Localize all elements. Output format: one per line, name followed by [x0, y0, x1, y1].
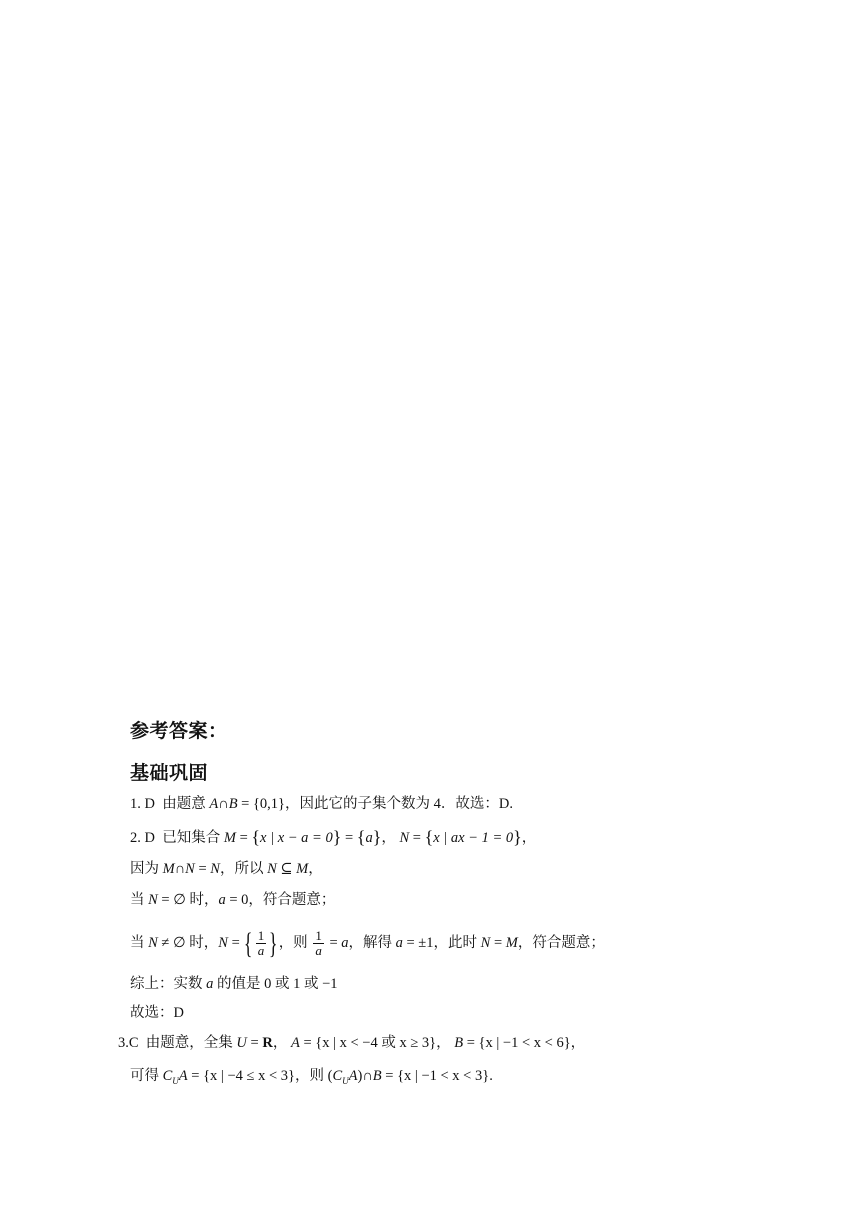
- q2-text: ，符合题意；: [517, 935, 605, 951]
- right-brace: }: [269, 926, 278, 960]
- fraction: [256, 929, 267, 958]
- q3-number: 3.C: [118, 1035, 139, 1051]
- q2-text: ，: [381, 830, 400, 846]
- q2-text: ，所以: [219, 861, 268, 877]
- q2-text: ≠ ∅ 时，: [157, 935, 219, 951]
- q3-text: )∩: [357, 1068, 373, 1084]
- q3-text: (: [327, 1068, 333, 1084]
- q3-line-2: [130, 1066, 493, 1091]
- q2-math: a: [395, 935, 403, 951]
- q2-text: = ∅ 时，: [157, 892, 219, 908]
- q3-text: = {x | x < −4 或 x ≥ 3}，: [299, 1035, 455, 1051]
- q3-math: A: [348, 1068, 358, 1084]
- set-builder: x | x − a = 0: [260, 830, 333, 846]
- q2-text: =: [194, 861, 211, 877]
- q3-real-set: R: [262, 1035, 273, 1051]
- q3-line-1: [118, 1033, 585, 1053]
- q2-text: =: [227, 935, 244, 951]
- q3-text: ，: [272, 1035, 291, 1051]
- q2-math: N: [399, 830, 410, 846]
- q2-line-1: [130, 827, 536, 848]
- q2-text: ，: [308, 861, 323, 877]
- q2-text: 当: [130, 935, 149, 951]
- left-brace: {: [244, 926, 253, 960]
- q2-number: 2. D: [130, 830, 155, 846]
- q2-math: M: [223, 830, 236, 846]
- q2-text: =: [409, 830, 425, 846]
- q2-text: =: [341, 830, 357, 846]
- q2-line-6: 故选：D: [130, 1005, 184, 1021]
- q2-math: N: [210, 861, 220, 877]
- q2-text: = 0，符合题意；: [225, 892, 336, 908]
- q1-math: A∩B: [209, 796, 238, 812]
- q3-text: =: [246, 1035, 263, 1051]
- right-brace: }: [513, 827, 522, 847]
- q3-subscript: U: [172, 1076, 179, 1086]
- q2-line-2: [130, 859, 323, 879]
- q1-text: = {0,1}，因此它的子集个数为 4．故选：D.: [237, 796, 513, 812]
- q2-math: a: [206, 976, 214, 992]
- q2-math: M: [296, 861, 309, 877]
- fraction-numerator: 1: [257, 928, 265, 944]
- q2-text: 综上：实数: [130, 976, 207, 992]
- q3-math: U: [236, 1035, 247, 1051]
- q2-text: =: [325, 935, 342, 951]
- q2-math: N: [267, 861, 277, 877]
- q3-subscript: U: [342, 1076, 349, 1086]
- q2-text: 当: [130, 892, 149, 908]
- q2-line-4: [130, 925, 605, 961]
- q3-math: A: [178, 1068, 188, 1084]
- q2-text: ，解得: [348, 935, 396, 951]
- q2-math: N: [218, 935, 228, 951]
- q2-text: ，则: [278, 935, 312, 951]
- left-brace: {: [424, 827, 434, 847]
- set-element: a: [365, 830, 373, 846]
- q2-math: a: [218, 892, 226, 908]
- q3-text: 由题意，全集: [145, 1035, 237, 1051]
- q3-text: = {x | −1 < x < 3}.: [381, 1068, 493, 1084]
- q2-line-5: [130, 974, 338, 994]
- q2-text: =: [490, 935, 506, 951]
- q1-line: [130, 794, 513, 814]
- q2-math: M: [505, 935, 518, 951]
- fraction: [313, 929, 324, 958]
- answers-heading: 参考答案：: [130, 720, 228, 742]
- q2-text: ⊆: [276, 861, 297, 877]
- q2-text: = ±1，此时: [402, 935, 481, 951]
- set-builder: x | ax − 1 = 0: [433, 830, 514, 846]
- q2-math: N: [148, 935, 158, 951]
- q2-text: 因为: [130, 861, 163, 877]
- fraction-numerator: 1: [315, 928, 322, 944]
- q2-math: N: [148, 892, 158, 908]
- fraction-denominator: a: [257, 943, 265, 959]
- q3-math: B: [372, 1068, 382, 1084]
- q2-text: 已知集合: [162, 830, 224, 846]
- q3-text: = {x | −1 < x < 6}，: [463, 1035, 586, 1051]
- fraction-denominator: a: [315, 943, 322, 959]
- q3-text: = {x | −4 ≤ x < 3}，则: [187, 1068, 328, 1084]
- right-brace: }: [332, 827, 342, 847]
- q3-text: 可得: [130, 1068, 163, 1084]
- q2-line-3: [130, 890, 335, 910]
- q3-math: C: [162, 1068, 173, 1084]
- right-brace: }: [372, 827, 382, 847]
- left-brace: {: [356, 827, 366, 847]
- q2-math: M∩N: [162, 861, 195, 877]
- q3-math: A: [290, 1035, 300, 1051]
- q3-math: B: [454, 1035, 464, 1051]
- q3-math: C: [332, 1068, 343, 1084]
- q2-math: a: [341, 935, 349, 951]
- q2-text: 的值是 0 或 1 或 −1: [213, 976, 338, 992]
- q1-number: 1. D: [130, 796, 155, 812]
- q2-text: =: [235, 830, 252, 846]
- q1-text: 由题意: [162, 796, 210, 812]
- basics-heading: 基础巩固: [130, 762, 209, 784]
- q2-math: N: [480, 935, 491, 951]
- q2-text: ，: [521, 830, 537, 846]
- left-brace: {: [251, 827, 261, 847]
